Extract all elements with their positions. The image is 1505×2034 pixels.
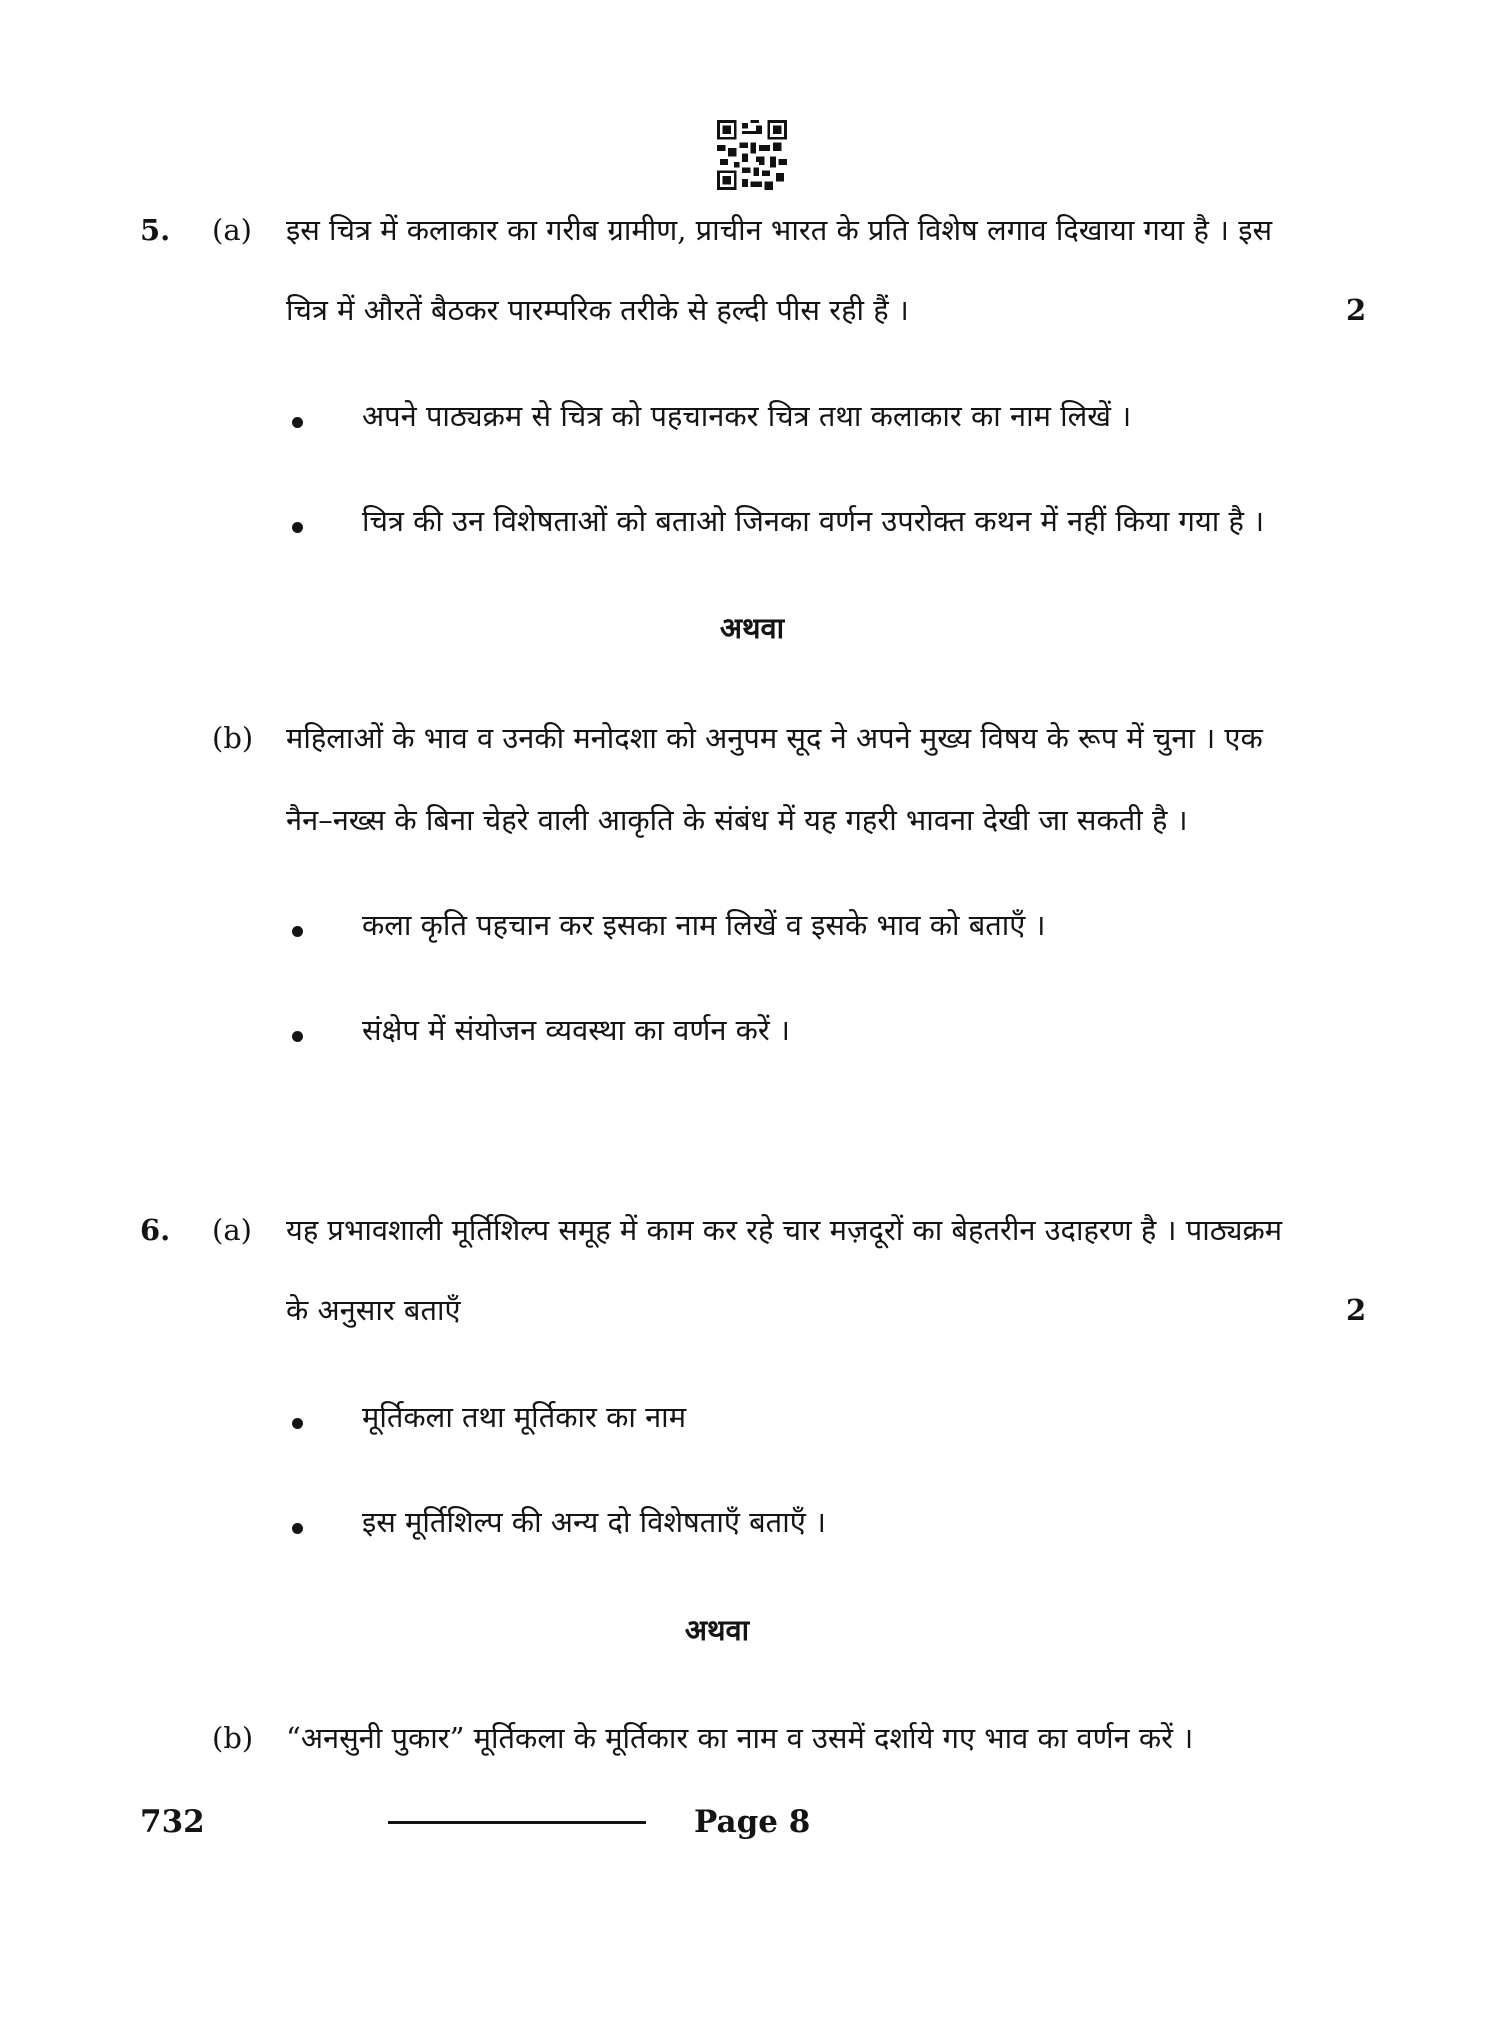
bullet-dot xyxy=(292,522,303,533)
bullet-dot xyxy=(292,417,303,428)
q5a-text-line1: इस चित्र में कलाकार का गरीब ग्रामीण, प्राचीन भारत के प्रति विशेष लगाव दिखाया गया है । इस xyxy=(286,213,1273,247)
q6a-bullet-2: इस मूर्तिशिल्प की अन्य दो विशेषताएँ बताएँ । xyxy=(362,1505,826,1539)
question-6-number: 6. xyxy=(140,1213,171,1247)
q5b-text-line1: महिलाओं के भाव व उनकी मनोदशा को अनुपम सूद ने अपने मुख्य विषय के रूप में चुना । एक xyxy=(286,721,1263,755)
question-5-number: 5. xyxy=(140,213,171,247)
q6a-marks: 2 xyxy=(1346,1293,1367,1327)
bullet-dot xyxy=(292,1418,303,1429)
qr-code-icon xyxy=(717,120,787,190)
q6a-bullet-1: मूर्तिकला तथा मूर्तिकार का नाम xyxy=(362,1400,687,1434)
footer-rule xyxy=(388,1821,646,1824)
q5a-text-line2: चित्र में औरतें बैठकर पारम्परिक तरीके से हल्दी पीस रही हैं । xyxy=(286,293,909,327)
q6a-text-line2: के अनुसार बताएँ xyxy=(286,1293,461,1327)
page-number: Page 8 xyxy=(694,1804,811,1840)
q6a-label: (a) xyxy=(212,1213,252,1247)
q6b-text-line1: “अनसुनी पुकार” मूर्तिकला के मूर्तिकार का नाम व उसमें दर्शाये गए भाव का वर्णन करें । xyxy=(286,1721,1194,1755)
q6-or-divider: अथवा xyxy=(684,1613,750,1647)
bullet-dot xyxy=(292,1031,303,1042)
q6b-label: (b) xyxy=(212,1721,254,1755)
q5a-marks: 2 xyxy=(1346,293,1367,327)
q5a-bullet-2: चित्र की उन विशेषताओं को बताओ जिनका वर्णन उपरोक्त कथन में नहीं किया गया है । xyxy=(362,504,1265,538)
bullet-dot xyxy=(292,1523,303,1534)
q6a-text-line1: यह प्रभावशाली मूर्तिशिल्प समूह में काम कर रहे चार मज़दूरों का बेहतरीन उदाहरण है । पाठ्यक्रम xyxy=(286,1213,1283,1247)
q5-or-divider: अथवा xyxy=(719,611,785,645)
q5a-bullet-1: अपने पाठ्यक्रम से चित्र को पहचानकर चित्र तथा कलाकार का नाम लिखें । xyxy=(362,399,1132,433)
paper-code: 732 xyxy=(140,1804,205,1840)
q5b-bullet-2: संक्षेप में संयोजन व्यवस्था का वर्णन करें । xyxy=(362,1013,790,1047)
q5b-label: (b) xyxy=(212,721,254,755)
bullet-dot xyxy=(292,926,303,937)
q5a-label: (a) xyxy=(212,213,252,247)
q5b-bullet-1: कला कृति पहचान कर इसका नाम लिखें व इसके भाव को बताएँ । xyxy=(362,908,1046,942)
q5b-text-line2: नैन–नख्स के बिना चेहरे वाली आकृति के संबंध में यह गहरी भावना देखी जा सकती है । xyxy=(286,803,1188,837)
